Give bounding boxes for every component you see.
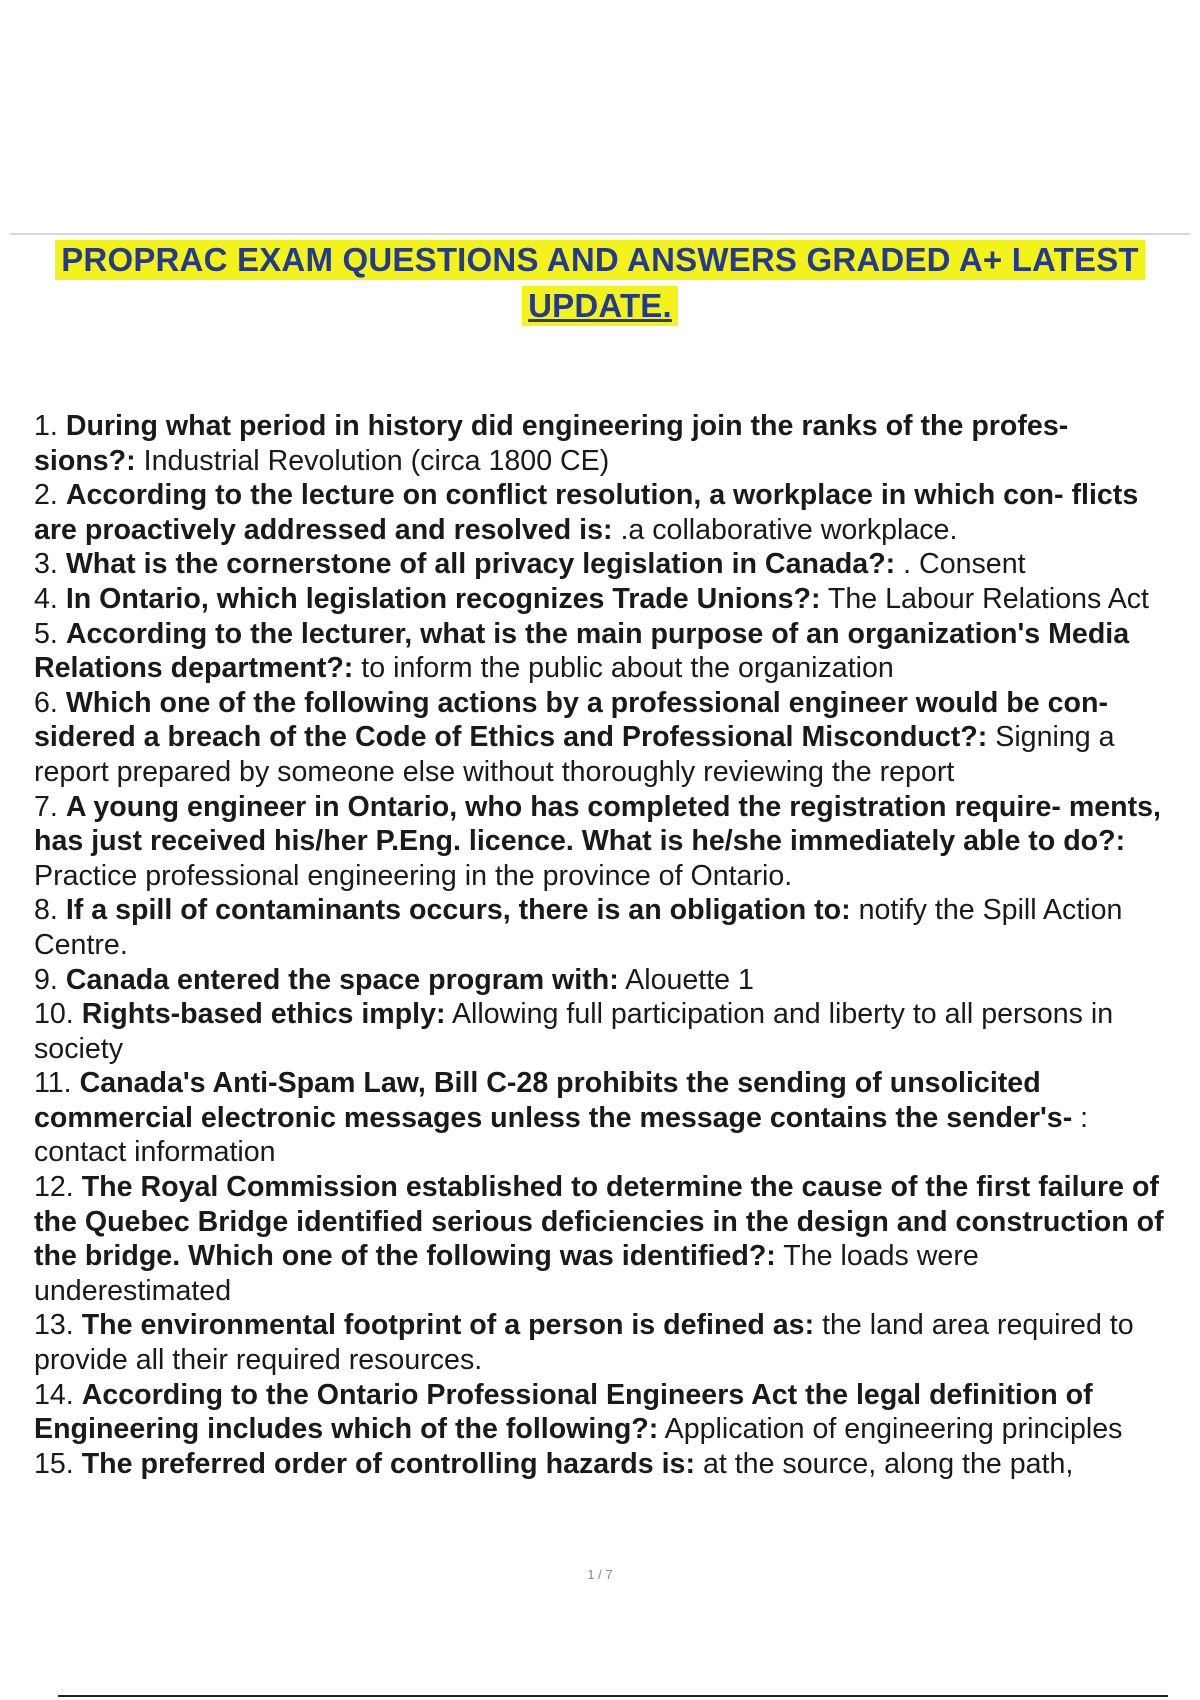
- qa-number: 14.: [34, 1378, 74, 1411]
- qa-item: [34, 582, 1174, 617]
- qa-number: 5.: [34, 617, 58, 650]
- qa-item: [34, 1170, 1174, 1308]
- qa-question: If a spill of contaminants occurs, there is an obligation to:: [65, 894, 851, 927]
- qa-answer: Signing a report prepared by someone else without thoroughly reviewing the report: [34, 721, 1115, 788]
- qa-answer: The Labour Relations Act: [827, 582, 1150, 615]
- qa-answer: : contact information: [34, 1101, 1089, 1169]
- qa-item: [34, 963, 1174, 998]
- qa-item: [34, 1308, 1174, 1377]
- qa-answer: to inform the public about the organization: [361, 652, 894, 685]
- qa-number: 9.: [34, 963, 58, 996]
- qa-question: Canada's Anti-Spam Law, Bill C-28 prohibits the sending of unsolicited commercial electronic messages unless the message contains the sender's-: [34, 1067, 1073, 1134]
- title-line-2: UPDATE.: [522, 286, 678, 326]
- qa-answer: at the source, along the path,: [702, 1447, 1074, 1480]
- qa-item: [34, 790, 1174, 894]
- qa-number: 2.: [34, 479, 58, 512]
- page-number: 1 / 7: [587, 1567, 613, 1582]
- qa-answer: .a collaborative workplace.: [620, 513, 958, 546]
- qa-number: 13.: [34, 1309, 74, 1342]
- qa-answer: the land area required to provide all their required resources.: [34, 1309, 1134, 1377]
- qa-question: According to the Ontario Professional Engineers Act the legal definition of Engineering includes which of the following?:: [34, 1378, 1093, 1446]
- qa-number: 15.: [34, 1447, 74, 1480]
- qa-question: Rights-based ethics imply:: [81, 998, 446, 1031]
- qa-item: [34, 547, 1174, 582]
- qa-question: According to the lecture on conflict resolution, a workplace in which con- flicts are proactively addressed and resolved is:: [34, 479, 1139, 546]
- qa-question: The environmental footprint of a person is defined as:: [81, 1309, 815, 1342]
- qa-question: The Royal Commission established to determine the cause of the first failure of the Quebec Bridge identified serious deficiencies in the design and construction of the bridge. Which one of the following was identified?:: [34, 1171, 1164, 1273]
- qa-number: 8.: [34, 894, 58, 927]
- qa-question: Which one of the following actions by a professional engineer would be con- sidered a breach of the Code of Ethics and Professional Misconduct?:: [34, 686, 1108, 754]
- qa-answer: . Consent: [903, 548, 1026, 581]
- qa-number: 11.: [34, 1067, 72, 1100]
- document-title: [0, 240, 1200, 326]
- qa-number: 3.: [34, 548, 58, 581]
- qa-list: [34, 409, 1174, 1481]
- qa-answer: Allowing full participation and liberty to all persons in society: [34, 998, 1114, 1065]
- footer-divider: [58, 1695, 1168, 1697]
- qa-question: According to the lecturer, what is the main purpose of an organization's Media Relations department?:: [34, 617, 1130, 685]
- qa-item: [34, 409, 1174, 478]
- title-line-1: PROPRAC EXAM QUESTIONS AND ANSWERS GRADED A+ LATEST: [55, 240, 1145, 280]
- qa-answer: notify the Spill Action Centre.: [34, 894, 1123, 961]
- qa-answer: Application of engineering principles: [664, 1413, 1123, 1446]
- qa-number: 4.: [34, 582, 58, 615]
- qa-item: [34, 997, 1174, 1066]
- qa-question: In Ontario, which legislation recognizes Trade Unions?:: [65, 582, 821, 615]
- qa-question: The preferred order of controlling hazards is:: [81, 1447, 695, 1480]
- qa-answer: The loads were underestimated: [34, 1240, 979, 1307]
- qa-question: What is the cornerstone of all privacy legislation in Canada?:: [65, 548, 896, 581]
- qa-answer: Practice professional engineering in the province of Ontario.: [34, 859, 793, 892]
- qa-question: During what period in history did engineering join the ranks of the profes- sions?:: [34, 410, 1069, 477]
- qa-number: 7.: [34, 790, 58, 823]
- qa-item: [34, 1378, 1174, 1447]
- qa-item: [34, 893, 1174, 962]
- qa-item: [34, 686, 1174, 790]
- qa-question: A young engineer in Ontario, who has completed the registration require- ments, has just received his/her P.Eng. licence. What is he/she immediately able to do?:: [34, 790, 1162, 858]
- qa-item: [34, 617, 1174, 686]
- qa-answer: Alouette 1: [625, 963, 754, 996]
- header-divider: [10, 233, 1190, 235]
- qa-answer: Industrial Revolution (circa 1800 CE): [143, 444, 610, 477]
- qa-item: [34, 1066, 1174, 1170]
- qa-number: 12.: [34, 1171, 74, 1204]
- qa-number: 1.: [34, 410, 58, 442]
- qa-number: 6.: [34, 686, 58, 719]
- qa-item: [34, 1447, 1174, 1482]
- qa-item: [34, 478, 1174, 547]
- qa-number: 10.: [34, 998, 74, 1031]
- qa-question: Canada entered the space program with:: [65, 963, 619, 996]
